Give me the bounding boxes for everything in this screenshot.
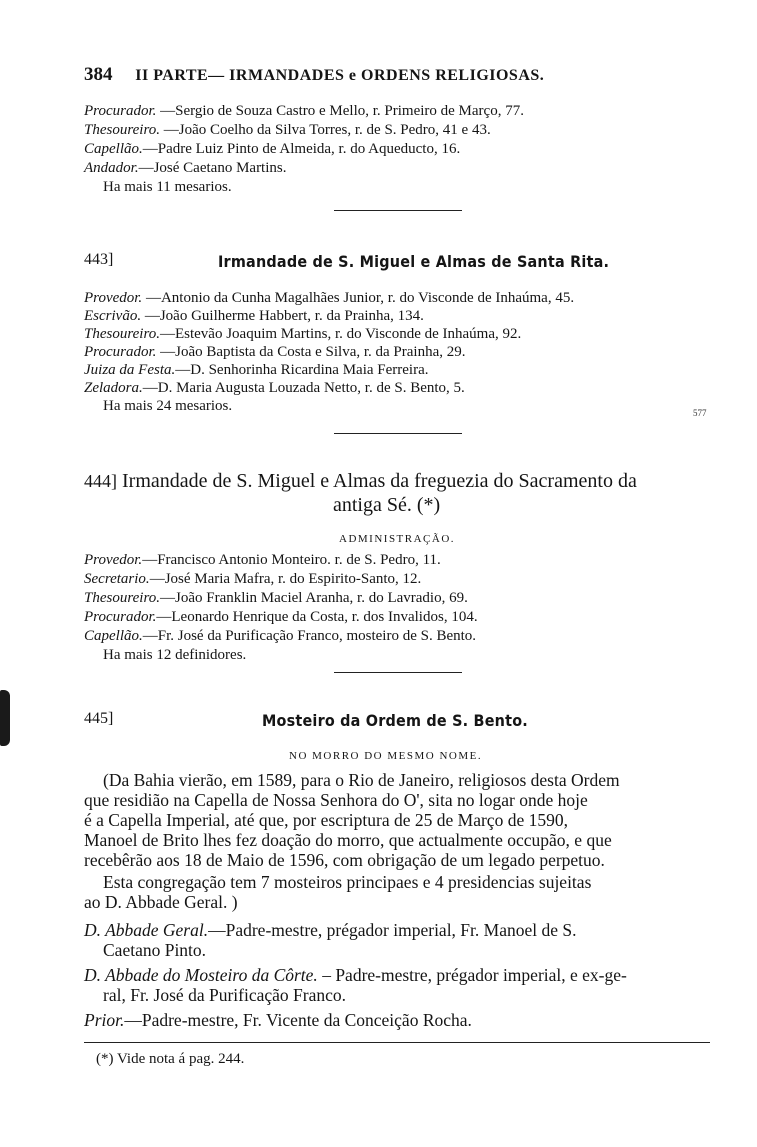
- section-number: 443]: [84, 251, 114, 268]
- entry-line: D. Abbade do Mosteiro da Côrte. – Padre-mestre, prégador imperial, e ex-ge-: [84, 965, 627, 985]
- entry-line: Provedor. —Antonio da Cunha Magalhães Junior, r. do Visconde de Inhaúma, 45.: [84, 290, 575, 306]
- entry-line: Juiza da Festa.—D. Senhorinha Ricardina Maia Ferreira.: [84, 362, 429, 378]
- paragraph-line: é a Capella Imperial, até que, por escriptura de 25 de Março de 1590,: [84, 810, 568, 830]
- definidores-note: Ha mais 12 definidores.: [103, 647, 247, 663]
- section-subheading: NO MORRO DO MESMO NOME.: [289, 750, 483, 762]
- entry-line: Andador.—José Caetano Martins.: [84, 160, 287, 176]
- entry-line-cont: ral, Fr. José da Purificação Franco.: [103, 985, 346, 1005]
- paragraph-line: Esta congregação tem 7 mosteiros principaes e 4 presidencias sujeitas: [103, 872, 592, 892]
- entry-line: Prior.—Padre-mestre, Fr. Vicente da Conceição Rocha.: [84, 1010, 472, 1030]
- running-title: II PARTE— IRMANDADES e ORDENS RELIGIOSAS.: [135, 67, 545, 84]
- entry-line: Secretario.—José Maria Mafra, r. do Espirito-Santo, 12.: [84, 571, 422, 587]
- section-number: 444]: [84, 471, 117, 491]
- paragraph-line: Manoel de Brito lhes fez doação do morro, que actualmente occupão, e que: [84, 830, 612, 850]
- entry-line: Thesoureiro. —João Coelho da Silva Torres, r. de S. Pedro, 41 e 43.: [84, 122, 491, 138]
- entry-line: Thesoureiro.—Estevão Joaquim Martins, r. do Visconde de Inhaúma, 92.: [84, 326, 522, 342]
- paragraph-line: ao D. Abbade Geral. ): [84, 892, 238, 912]
- footnote-rule: [84, 1042, 710, 1043]
- section-number: 445]: [84, 710, 114, 727]
- section-title: Mosteiro da Ordem de S. Bento.: [262, 711, 528, 730]
- entry-line: Capellão.—Fr. José da Purificação Franco, mosteiro de S. Bento.: [84, 628, 477, 644]
- entry-line: Escrivão. —João Guilherme Habbert, r. da Prainha, 134.: [84, 308, 424, 324]
- section-title: Irmandade de S. Miguel e Almas da freguezia do Sacramento da: [122, 470, 637, 492]
- entry-line: Procurador. —Sergio de Souza Castro e Mello, r. Primeiro de Março, 77.: [84, 103, 524, 119]
- divider: [334, 433, 462, 434]
- section-subheading: ADMINISTRAÇÃO.: [339, 533, 456, 545]
- running-header: [84, 64, 544, 86]
- section-heading: [84, 470, 637, 493]
- section-title: Irmandade de S. Miguel e Almas de Santa Rita.: [218, 252, 610, 271]
- entry-line: Capellão.—Padre Luiz Pinto de Almeida, r. do Aqueducto, 16.: [84, 141, 461, 157]
- divider: [334, 672, 462, 673]
- section-title-cont: antiga Sé. (*): [333, 494, 441, 516]
- mesarios-note: Ha mais 24 mesarios.: [103, 398, 233, 414]
- entry-line: Thesoureiro.—João Franklin Maciel Aranha, r. do Lavradio, 69.: [84, 590, 468, 606]
- margin-ink-blot: [0, 690, 10, 746]
- entry-line: Procurador. —João Baptista da Costa e Silva, r. da Prainha, 29.: [84, 344, 466, 360]
- entry-line: Provedor.—Francisco Antonio Monteiro. r. de S. Pedro, 11.: [84, 552, 441, 568]
- paragraph-line: recebêrão aos 18 de Maio de 1596, com obrigação de um legado perpetuo.: [84, 850, 605, 870]
- page-number: 384: [84, 64, 113, 85]
- entry-line: D. Abbade Geral.—Padre-mestre, prégador imperial, Fr. Manoel de S.: [84, 920, 577, 940]
- entry-line-cont: Caetano Pinto.: [103, 940, 207, 960]
- divider: [334, 210, 462, 211]
- footnote: (*) Vide nota á pag. 244.: [96, 1051, 245, 1067]
- paragraph-line: (Da Bahia vierão, em 1589, para o Rio de Janeiro, religiosos desta Ordem: [103, 770, 620, 790]
- mesarios-note: Ha mais 11 mesarios.: [103, 179, 232, 195]
- paragraph-line: que residião na Capella de Nossa Senhora do O', sita no logar onde hoje: [84, 790, 588, 810]
- margin-number: 577: [693, 408, 707, 418]
- entry-line: Procurador.—Leonardo Henrique da Costa, r. dos Invalidos, 104.: [84, 609, 478, 625]
- entry-line: Zeladora.—D. Maria Augusta Louzada Netto, r. de S. Bento, 5.: [84, 380, 465, 396]
